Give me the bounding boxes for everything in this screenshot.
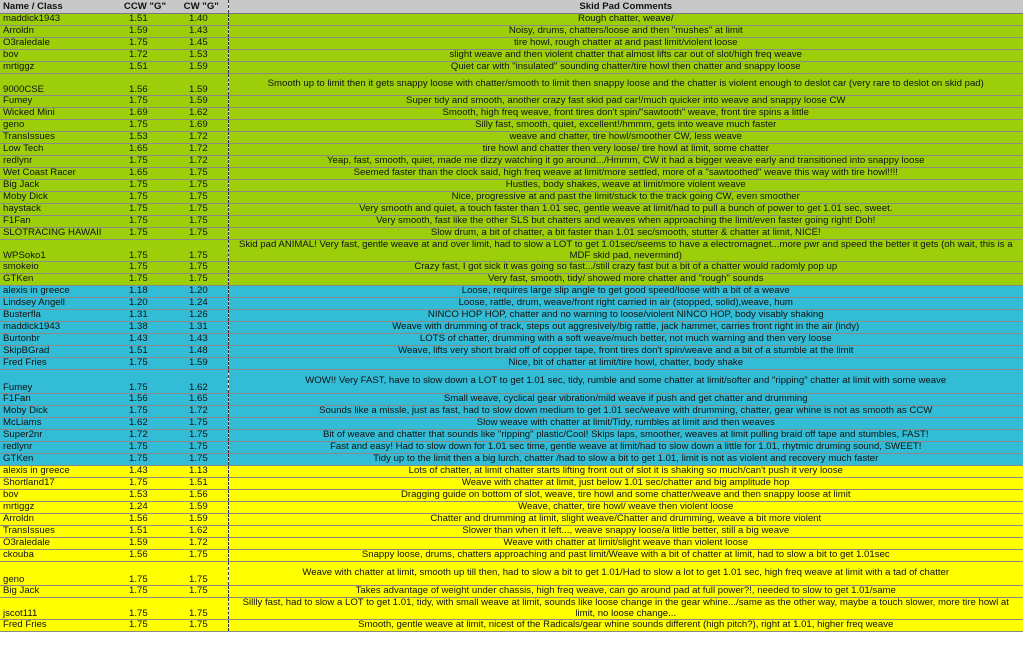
table-row[interactable] [0, 120, 1023, 132]
row-ccw[interactable]: 1.75 [115, 216, 175, 228]
row-cw[interactable]: 1.72 [175, 156, 228, 168]
row-name[interactable]: redlynr [0, 442, 115, 454]
row-cw[interactable]: 1.75 [175, 442, 228, 454]
row-name[interactable]: GTKen [0, 454, 115, 466]
row-cw[interactable]: 1.13 [175, 466, 228, 478]
row-ccw[interactable]: 1.75 [115, 442, 175, 454]
row-name[interactable]: jscot111 [0, 598, 115, 620]
row-comment[interactable]: Rough chatter, weave/ [228, 14, 1023, 26]
row-ccw[interactable]: 1.51 [115, 62, 175, 74]
table-row[interactable] [0, 216, 1023, 228]
table-row[interactable] [0, 26, 1023, 38]
row-cw[interactable]: 1.62 [175, 108, 228, 120]
row-name[interactable]: SLOTRACING HAWAII [0, 228, 115, 240]
row-name[interactable]: geno [0, 120, 115, 132]
row-comment[interactable]: Crazy fast, I got sick it was going so fast.../still crazy fast but a bit of a chatter would radomly pop up [228, 262, 1023, 274]
row-comment[interactable]: LOTS of chatter, drumming with a soft weave/much better, not much warning and then very loose [228, 334, 1023, 346]
header-ccw[interactable]: CCW "G" [115, 0, 175, 14]
table-row[interactable] [0, 466, 1023, 478]
row-name[interactable]: Big Jack [0, 586, 115, 598]
table-row[interactable] [0, 430, 1023, 442]
row-comment[interactable]: Noisy, drums, chatters/loose and then "mushes" at limit [228, 26, 1023, 38]
row-name[interactable]: Lindsey Angell [0, 298, 115, 310]
row-name[interactable]: O3raledale [0, 538, 115, 550]
row-ccw[interactable]: 1.20 [115, 298, 175, 310]
row-comment[interactable]: Chatter and drumming at limit, slight weave/Chatter and drumming, weave a bit more violent [228, 514, 1023, 526]
row-cw[interactable]: 1.26 [175, 310, 228, 322]
row-ccw[interactable]: 1.56 [115, 394, 175, 406]
row-ccw[interactable]: 1.75 [115, 240, 175, 262]
row-cw[interactable]: 1.65 [175, 394, 228, 406]
row-comment[interactable]: Quiet car with "insulated" sounding chatter/tire howl then chatter and snappy loose [228, 62, 1023, 74]
row-ccw[interactable]: 1.53 [115, 132, 175, 144]
row-cw[interactable]: 1.59 [175, 502, 228, 514]
row-ccw[interactable]: 1.65 [115, 168, 175, 180]
row-comment[interactable]: Loose, rattle, drum, weave/front right carried in air (stopped, solid),weave, hum [228, 298, 1023, 310]
row-comment[interactable]: Weave with chatter at limit/slight weave than violent loose [228, 538, 1023, 550]
row-name[interactable]: Burtonbr [0, 334, 115, 346]
row-cw[interactable]: 1.59 [175, 62, 228, 74]
row-ccw[interactable]: 1.72 [115, 50, 175, 62]
table-body [0, 14, 1023, 632]
table-row[interactable] [0, 586, 1023, 598]
row-comment[interactable]: Smooth up to limit then it gets snappy loose with chatter/smooth to limit then snappy loose and the chatter is violent enough to deslot car (very rare to deslot on skid pad) [228, 74, 1023, 96]
row-ccw[interactable]: 1.43 [115, 466, 175, 478]
row-cw[interactable]: 1.75 [175, 168, 228, 180]
row-comment[interactable]: NINCO HOP HOP, chatter and no warning to loose/violent NINCO HOP, body visably shaking [228, 310, 1023, 322]
row-ccw[interactable]: 1.75 [115, 156, 175, 168]
row-name[interactable]: 9000CSE [0, 74, 115, 96]
header-comments[interactable]: Skid Pad Comments [228, 0, 1023, 14]
row-comment[interactable]: Dragging guide on bottom of slot, weave, tire howl and some chatter/weave and then snappy loose at limit [228, 490, 1023, 502]
row-name[interactable]: Super2nr [0, 430, 115, 442]
table-row[interactable] [0, 310, 1023, 322]
table-row[interactable] [0, 180, 1023, 192]
header-row [0, 0, 1023, 14]
row-name[interactable]: Big Jack [0, 180, 115, 192]
row-comment[interactable]: Sounds like a missle, just as fast, had to slow down medium to get 1.01 sec/weave with drumming, chatter, gear whine is not as smooth as CCW [228, 406, 1023, 418]
table-row[interactable] [0, 502, 1023, 514]
row-cw[interactable]: 1.75 [175, 454, 228, 466]
row-ccw[interactable]: 1.75 [115, 38, 175, 50]
table-row[interactable] [0, 526, 1023, 538]
row-ccw[interactable]: 1.75 [115, 96, 175, 108]
row-ccw[interactable]: 1.51 [115, 526, 175, 538]
row-ccw[interactable]: 1.75 [115, 358, 175, 370]
row-ccw[interactable]: 1.75 [115, 370, 175, 394]
row-cw[interactable]: 1.75 [175, 228, 228, 240]
row-name[interactable]: TransIssues [0, 132, 115, 144]
row-name[interactable]: redlynr [0, 156, 115, 168]
row-cw[interactable]: 1.43 [175, 334, 228, 346]
row-ccw[interactable]: 1.72 [115, 430, 175, 442]
row-cw[interactable]: 1.56 [175, 490, 228, 502]
row-ccw[interactable]: 1.75 [115, 120, 175, 132]
row-cw[interactable]: 1.75 [175, 240, 228, 262]
row-name[interactable]: TransIssues [0, 526, 115, 538]
row-ccw[interactable]: 1.38 [115, 322, 175, 334]
row-name[interactable]: haystack [0, 204, 115, 216]
row-name[interactable]: Fumey [0, 96, 115, 108]
row-comment[interactable]: Loose, requires large slip angle to get good speed/loose with a bit of a weave [228, 286, 1023, 298]
row-cw[interactable]: 1.75 [175, 586, 228, 598]
row-ccw[interactable]: 1.56 [115, 550, 175, 562]
row-comment[interactable]: Small weave, cyclical gear vibration/mild weave if push and get chatter and drumming [228, 394, 1023, 406]
row-comment[interactable]: Weave, lifts very short braid off of copper tape, front tires don't spin/weave and a bit of a stumble at the limit [228, 346, 1023, 358]
table-row[interactable] [0, 132, 1023, 144]
table-row[interactable] [0, 358, 1023, 370]
row-cw[interactable]: 1.75 [175, 562, 228, 586]
row-cw[interactable]: 1.75 [175, 550, 228, 562]
row-ccw[interactable]: 1.75 [115, 192, 175, 204]
row-comment[interactable]: Lots of chatter, at limit chatter starts lifting front out of slot it is shaking so much/can't push it very loose [228, 466, 1023, 478]
row-name[interactable]: Moby Dick [0, 192, 115, 204]
row-ccw[interactable]: 1.75 [115, 598, 175, 620]
row-comment[interactable]: Very smooth and quiet, a touch faster than 1.01 sec, gentle weave at limit/had to pull a bunch of power to get 1.01 sec, sweet. [228, 204, 1023, 216]
row-comment[interactable]: Smooth, gentle weave at limit, nicest of the Radicals/gear whine sounds different (high pitch?), right at 1.01, higher freq weave [228, 620, 1023, 632]
table-row[interactable] [0, 192, 1023, 204]
table-row[interactable] [0, 478, 1023, 490]
table-row[interactable] [0, 144, 1023, 156]
row-cw[interactable]: 1.59 [175, 514, 228, 526]
row-ccw[interactable]: 1.18 [115, 286, 175, 298]
row-comment[interactable]: Seemed faster than the clock said, high freq weave at limit/more settled, more of a "sawtoothed" weave this way with tire howl!!!! [228, 168, 1023, 180]
row-cw[interactable]: 1.48 [175, 346, 228, 358]
row-comment[interactable]: Very smooth, fast like the other SLS but chatters and weaves when approaching the limit/even faster going right! Doh! [228, 216, 1023, 228]
table-row[interactable] [0, 454, 1023, 466]
row-cw[interactable]: 1.72 [175, 406, 228, 418]
row-comment[interactable]: Tidy up to the limit then a big lurch, chatter /had to slow a bit to get 1.01, limit is not as violent and recovery much faster [228, 454, 1023, 466]
row-cw[interactable]: 1.75 [175, 598, 228, 620]
table-row[interactable] [0, 50, 1023, 62]
row-ccw[interactable]: 1.59 [115, 26, 175, 38]
row-name[interactable]: ckouba [0, 550, 115, 562]
row-name[interactable]: McLiams [0, 418, 115, 430]
row-name[interactable]: Shortland17 [0, 478, 115, 490]
row-ccw[interactable]: 1.75 [115, 478, 175, 490]
table-row[interactable] [0, 346, 1023, 358]
row-name[interactable]: Wet Coast Racer [0, 168, 115, 180]
row-cw[interactable]: 1.75 [175, 620, 228, 632]
row-comment[interactable]: Nice, progressive at and past the limit/stuck to the track going CW, even smoother [228, 192, 1023, 204]
row-cw[interactable]: 1.31 [175, 322, 228, 334]
table-row[interactable] [0, 240, 1023, 262]
row-name[interactable]: Fred Fries [0, 358, 115, 370]
row-ccw[interactable]: 1.51 [115, 14, 175, 26]
row-cw[interactable]: 1.20 [175, 286, 228, 298]
row-ccw[interactable]: 1.75 [115, 274, 175, 286]
row-comment[interactable]: weave and chatter, tire howl/smoother CW, less weave [228, 132, 1023, 144]
row-ccw[interactable]: 1.43 [115, 334, 175, 346]
row-ccw[interactable]: 1.59 [115, 538, 175, 550]
row-ccw[interactable]: 1.75 [115, 228, 175, 240]
row-cw[interactable]: 1.75 [175, 216, 228, 228]
row-ccw[interactable]: 1.31 [115, 310, 175, 322]
row-name[interactable]: alexis in greece [0, 286, 115, 298]
table-row[interactable] [0, 334, 1023, 346]
row-cw[interactable]: 1.62 [175, 370, 228, 394]
table-row[interactable] [0, 406, 1023, 418]
row-name[interactable]: Moby Dick [0, 406, 115, 418]
row-comment[interactable]: WOW!! Very FAST, have to slow down a LOT to get 1.01 sec, tidy, rumble and some chatter at limit/softer and "ripping" chatter at limit with some weave [228, 370, 1023, 394]
row-name[interactable]: Arroldn [0, 514, 115, 526]
table-row[interactable] [0, 168, 1023, 180]
row-comment[interactable]: Super tidy and smooth, another crazy fast skid pad car!/much quicker into weave and snappy loose CW [228, 96, 1023, 108]
row-ccw[interactable]: 1.75 [115, 562, 175, 586]
row-ccw[interactable]: 1.69 [115, 108, 175, 120]
row-name[interactable]: maddick1943 [0, 14, 115, 26]
row-ccw[interactable]: 1.75 [115, 620, 175, 632]
row-ccw[interactable]: 1.62 [115, 418, 175, 430]
row-cw[interactable]: 1.75 [175, 430, 228, 442]
row-name[interactable]: Busterfla [0, 310, 115, 322]
row-name[interactable]: Fumey [0, 370, 115, 394]
row-comment[interactable]: slight weave and then violent chatter that almost lifts car out of slot/high freq weave [228, 50, 1023, 62]
row-comment[interactable]: Weave with drumming of track, steps out aggresively/big rattle, jack hammer, carries front right in the air (indy) [228, 322, 1023, 334]
row-cw[interactable]: 1.75 [175, 180, 228, 192]
header-cw[interactable]: CW "G" [175, 0, 228, 14]
table-row[interactable] [0, 274, 1023, 286]
row-comment[interactable]: Sillly fast, had to slow a LOT to get 1.01, tidy, with small weave at limit, sounds like loose change in the gear whine.../same as the other way, maybe a touch slower, more tire howl at limit, no loose change... [228, 598, 1023, 620]
row-comment[interactable]: Weave with chatter at limit, smooth up till then, had to slow a bit to get 1.01/Had to slow a lot to get 1.01 sec, high freq weave at limit with a tad of chatter [228, 562, 1023, 586]
table-row[interactable] [0, 38, 1023, 50]
table-row[interactable] [0, 62, 1023, 74]
row-comment[interactable]: Weave with chatter at limit, just below 1.01 sec/chatter and big amplitude hop [228, 478, 1023, 490]
row-name[interactable]: WPSoko1 [0, 240, 115, 262]
row-cw[interactable]: 1.62 [175, 526, 228, 538]
row-cw[interactable]: 1.72 [175, 144, 228, 156]
table-row[interactable] [0, 538, 1023, 550]
table-row[interactable] [0, 394, 1023, 406]
table-row[interactable] [0, 490, 1023, 502]
row-ccw[interactable]: 1.75 [115, 586, 175, 598]
row-ccw[interactable]: 1.51 [115, 346, 175, 358]
row-comment[interactable]: Nice, bit of chatter at limit/tire howl, chatter, body shake [228, 358, 1023, 370]
row-comment[interactable]: Slower than when it left..., weave snappy loose/a little better, still a big weave [228, 526, 1023, 538]
table-row[interactable] [0, 550, 1023, 562]
row-comment[interactable]: Hustles, body shakes, weave at limit/more violent weave [228, 180, 1023, 192]
table-row[interactable] [0, 562, 1023, 586]
row-name[interactable]: mrtiggz [0, 62, 115, 74]
row-comment[interactable]: tire howl, rough chatter at and past limit/violent loose [228, 38, 1023, 50]
row-cw[interactable]: 1.72 [175, 538, 228, 550]
row-name[interactable]: maddick1943 [0, 322, 115, 334]
row-name[interactable]: Wicked Mini [0, 108, 115, 120]
header-name[interactable]: Name / Class [0, 0, 115, 14]
row-comment[interactable]: Bit of weave and chatter that sounds like "ripping" plastic/Cool! Skips laps, smoother, weaves at limit pulling braid off tape and stumbles, FAST! [228, 430, 1023, 442]
table-row[interactable] [0, 96, 1023, 108]
row-cw[interactable]: 1.59 [175, 96, 228, 108]
row-name[interactable]: F1Fan [0, 216, 115, 228]
table-row[interactable] [0, 108, 1023, 120]
row-ccw[interactable]: 1.75 [115, 406, 175, 418]
table-row[interactable] [0, 286, 1023, 298]
row-cw[interactable]: 1.59 [175, 358, 228, 370]
row-cw[interactable]: 1.75 [175, 274, 228, 286]
table-row[interactable] [0, 156, 1023, 168]
row-cw[interactable]: 1.43 [175, 26, 228, 38]
table-row[interactable] [0, 514, 1023, 526]
row-ccw[interactable]: 1.65 [115, 144, 175, 156]
row-ccw[interactable]: 1.24 [115, 502, 175, 514]
row-comment[interactable]: Fast and easy! Had to slow down for 1.01 sec time, gentle weave at limit/had to slow down a little for 1.01, rhytmic druming sound, SWEET! [228, 442, 1023, 454]
row-name[interactable]: smokeio [0, 262, 115, 274]
row-cw[interactable]: 1.51 [175, 478, 228, 490]
row-comment[interactable]: Weave, chatter, tire howl/ weave then violent loose [228, 502, 1023, 514]
row-ccw[interactable]: 1.75 [115, 204, 175, 216]
row-name[interactable]: mrtiggz [0, 502, 115, 514]
row-name[interactable]: bov [0, 490, 115, 502]
row-comment[interactable]: Snappy loose, drums, chatters approaching and past limit/Weave with a bit of chatter at limit, had to slow a bit to get 1.01sec [228, 550, 1023, 562]
row-ccw[interactable]: 1.75 [115, 180, 175, 192]
table-row[interactable] [0, 370, 1023, 394]
row-comment[interactable]: Silly fast, smooth, quiet, excellent!/hmmm, gets into weave much faster [228, 120, 1023, 132]
table-row[interactable] [0, 598, 1023, 620]
table-row[interactable] [0, 204, 1023, 216]
row-comment[interactable]: Very fast, smooth, tidy/ showed more chatter and "rough" sounds [228, 274, 1023, 286]
row-name[interactable]: SkipBGrad [0, 346, 115, 358]
row-cw[interactable]: 1.75 [175, 192, 228, 204]
row-cw[interactable]: 1.59 [175, 74, 228, 96]
row-cw[interactable]: 1.75 [175, 204, 228, 216]
row-name[interactable]: O3raledale [0, 38, 115, 50]
row-cw[interactable]: 1.45 [175, 38, 228, 50]
row-comment[interactable]: Slow weave with chatter at limit/Tidy, rumbles at limit and then weaves [228, 418, 1023, 430]
row-name[interactable]: bov [0, 50, 115, 62]
table-row[interactable] [0, 74, 1023, 96]
row-name[interactable]: Low Tech [0, 144, 115, 156]
row-comment[interactable]: Slow drum, a bit of chatter, a bit faster than 1.01 sec/smooth, stutter & chatter at limit, NICE! [228, 228, 1023, 240]
row-comment[interactable]: Skid pad ANIMAL! Very fast, gentle weave at and over limit, had to slow a LOT to get 1.01sec/seems to have a electromagnet...more pwr and speed the better it gets (oh wait, this is a MDF skid pad, nevermind) [228, 240, 1023, 262]
row-ccw[interactable]: 1.75 [115, 262, 175, 274]
table-row[interactable] [0, 228, 1023, 240]
row-comment[interactable]: Yeap, fast, smooth, quiet, made me dizzy watching it go around.../Hmmm, CW it had a bigger weave early and transitioned into snappy loose [228, 156, 1023, 168]
row-ccw[interactable]: 1.56 [115, 514, 175, 526]
row-cw[interactable]: 1.75 [175, 418, 228, 430]
row-cw[interactable]: 1.24 [175, 298, 228, 310]
row-cw[interactable]: 1.72 [175, 132, 228, 144]
row-cw[interactable]: 1.53 [175, 50, 228, 62]
row-ccw[interactable]: 1.53 [115, 490, 175, 502]
row-ccw[interactable]: 1.56 [115, 74, 175, 96]
table-row[interactable] [0, 620, 1023, 632]
row-name[interactable]: geno [0, 562, 115, 586]
table-row[interactable] [0, 322, 1023, 334]
table-row[interactable] [0, 298, 1023, 310]
row-comment[interactable]: tire howl and chatter then very loose/ tire howl at limit, some chatter [228, 144, 1023, 156]
table-row[interactable] [0, 14, 1023, 26]
row-comment[interactable]: Smooth, high freq weave, front tires don't spin/"sawtooth" weave, front tire spins a little [228, 108, 1023, 120]
row-name[interactable]: Arroldn [0, 26, 115, 38]
table-row[interactable] [0, 442, 1023, 454]
row-cw[interactable]: 1.69 [175, 120, 228, 132]
row-name[interactable]: alexis in greece [0, 466, 115, 478]
table-row[interactable] [0, 262, 1023, 274]
row-name[interactable]: F1Fan [0, 394, 115, 406]
row-name[interactable]: Fred Fries [0, 620, 115, 632]
row-name[interactable]: GTKen [0, 274, 115, 286]
row-cw[interactable]: 1.75 [175, 262, 228, 274]
row-cw[interactable]: 1.40 [175, 14, 228, 26]
table-row[interactable] [0, 418, 1023, 430]
row-ccw[interactable]: 1.75 [115, 454, 175, 466]
row-comment[interactable]: Takes advantage of weight under chassis, high freq weave, can go around pad at full power?!, needed to slow to get 1.01/same [228, 586, 1023, 598]
